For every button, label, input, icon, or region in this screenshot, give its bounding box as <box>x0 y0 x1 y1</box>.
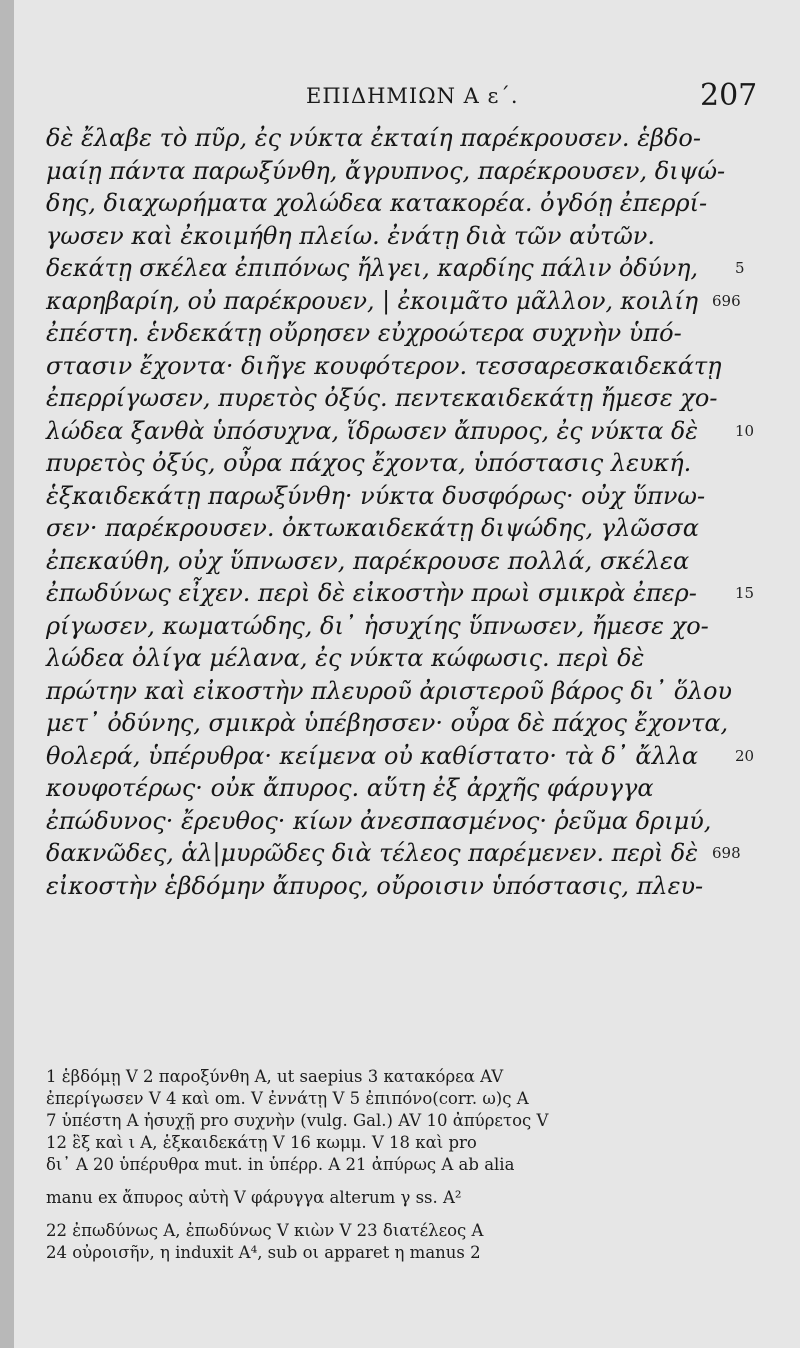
text-line <box>46 382 737 415</box>
text-line <box>46 122 737 155</box>
critical-apparatus <box>46 1066 548 1264</box>
running-title: ΕΠΙΔΗΜΙΩΝ Α ε΄. <box>306 84 519 108</box>
text-line-content: ἐπερρίγωσεν, πυρετὸς ὀξύς. πεντεκαιδεκάτῃ ἤμεσε χο- <box>46 384 718 412</box>
text-line <box>46 545 737 578</box>
text-line-content: δὲ ἔλαβε τὸ πῦρ, ἐς νύκτα ἐκταίη παρέκρουσεν. ἑβδο- <box>46 124 701 152</box>
text-line <box>46 480 737 513</box>
text-line <box>46 740 755 773</box>
text-line <box>46 155 737 188</box>
text-line-content: στασιν ἔχοντα· διῆγε κουφότερον. τεσσαρεσκαιδεκάτῃ <box>46 351 722 380</box>
text-line-content: θολερά, ὑπέρυθρα· κείμενα οὐ καθίστατο· τὰ δ᾽ ἄλλα <box>46 741 698 770</box>
text-line <box>46 707 737 740</box>
text-line-content: πρώτην καὶ εἰκοστὴν πλευροῦ ἀριστεροῦ βάρος δι᾽ ὅλου <box>46 676 732 705</box>
text-line <box>46 675 737 708</box>
text-line <box>46 577 755 610</box>
apparatus-line: 7 ὑπέστη A ἡσυχῇ pro συχνὴν (vulg. Gal.) AV 10 ἀπύρετος V <box>46 1111 549 1130</box>
text-line-content: εἰκοστὴν ἑβδόμην ἄπυρος, οὔροισιν ὑπόστασις, πλευ- <box>46 871 704 900</box>
margin-line-number: 5 <box>735 259 745 277</box>
text-line <box>46 870 737 903</box>
text-line <box>46 642 737 675</box>
text-line <box>46 447 737 480</box>
main-text <box>46 122 755 902</box>
text-line <box>46 772 737 805</box>
text-line <box>46 187 737 220</box>
text-line-content: ἐπωδύνως εἶχεν. περὶ δὲ εἰκοστὴν πρωὶ σμικρὰ ἐπερ- <box>46 579 697 607</box>
text-line-content: λώδεα ξανθὰ ὑπόσυχνα, ἵδρωσεν ἄπυρος, ἐς νύκτα δὲ <box>46 416 699 445</box>
text-line-content: ἐπέστη. ἑνδεκάτῃ οὔρησεν εὐχροώτερα συχνὴν ὑπό- <box>46 319 682 347</box>
text-line-content: ἐπεκαύθη, οὐχ ὕπνωσεν, παρέκρουσε πολλά, σκέλεα <box>46 546 690 575</box>
text-line-content: ρίγωσεν, κωματώδης, δι᾽ ἡσυχίης ὕπνωσεν, ἤμεσε χο- <box>46 611 709 640</box>
text-line-content: μαίῃ πάντα παρωξύνθη, ἄγρυπνος, παρέκρουσεν, διψώ- <box>46 156 726 185</box>
text-line-content: δακνῶδες, ἁλ|μυρῶδες διὰ τέλεος παρέμενεν. περὶ δὲ <box>46 839 698 867</box>
text-line <box>46 512 737 545</box>
text-line <box>46 220 737 253</box>
text-line <box>46 805 737 838</box>
text-line-content: γωσεν καὶ ἐκοιμήθη πλείω. ἐνάτῃ διὰ τῶν αὐτῶν. <box>46 221 655 250</box>
apparatus-line: 1 ἑβδόμῃ V 2 παροξύνθη A, ut saepius 3 κατακόρεα AV <box>46 1067 504 1086</box>
text-line-content: λώδεα ὀλίγα μέλανα, ἐς νύκτα κώφωσις. περὶ δὲ <box>46 644 645 672</box>
apparatus-line: 24 οὐροισῆν, η induxit A⁴, sub οι apparet η manus 2 <box>46 1243 481 1262</box>
page-gutter-shadow <box>0 0 14 1348</box>
page-header <box>0 78 800 118</box>
text-line <box>46 350 737 383</box>
text-line-content: δεκάτῃ σκέλεα ἐπιπόνως ἤλγει, καρδίης πάλιν ὀδύνη, <box>46 254 699 282</box>
margin-line-number: 20 <box>735 746 755 765</box>
text-line <box>46 610 737 643</box>
margin-line-number: 698 <box>712 844 741 862</box>
text-line <box>46 285 741 318</box>
page-number: 207 <box>700 78 758 113</box>
apparatus-line: δι᾽ A 20 ὑπέρυθρα mut. in ὑπέρρ. A 21 ἀπύρως A ab alia <box>46 1155 515 1174</box>
text-line-content: δης, διαχωρήματα χολώδεα κατακορέα. ὀγδόῃ ἐπερρί- <box>46 189 708 217</box>
text-line <box>46 837 741 870</box>
apparatus-line: 22 ἐπωδύνως A, ἐπωδύνως V κιὼν V 23 διατέλεος A <box>46 1221 484 1240</box>
margin-line-number: 10 <box>735 421 755 440</box>
apparatus-line: ἐπερίγωσεν V 4 καὶ om. V ἐννάτῃ V 5 ἐπιπόνο(corr. ω)ς A <box>46 1089 529 1108</box>
apparatus-line: manu ex ἄπυρος αὐτὴ V φάρυγγα alterum γ ss. A² <box>46 1188 462 1207</box>
text-line-content: καρηβαρίη, οὐ παρέκρουεν, | ἐκοιμᾶτο μᾶλλον, κοιλίη <box>46 286 699 315</box>
apparatus-line: 12 ἓξ καὶ ι A, ἑξκαιδεκάτῃ V 16 κωμμ. V 18 καὶ pro <box>46 1133 477 1152</box>
text-line-content: ἐπώδυνος· ἔρευθος· κίων ἀνεσπασμένος· ῥεῦμα δριμύ, <box>46 806 712 835</box>
text-line-content: κουφοτέρως· οὐκ ἄπυρος. αὕτη ἐξ ἀρχῆς φάρυγγα <box>46 774 654 802</box>
text-line-content: ἑξκαιδεκάτῃ παρωξύνθη· νύκτα δυσφόρως· οὐχ ὕπνω- <box>46 481 706 510</box>
text-line-content: μετ᾽ ὀδύνης, σμικρὰ ὑπέβησσεν· οὖρα δὲ πάχος ἔχοντα, <box>46 709 729 737</box>
text-line <box>46 415 755 448</box>
text-line <box>46 317 737 350</box>
text-line-content: σεν· παρέκρουσεν. ὀκτωκαιδεκάτῃ διψώδης, γλῶσσα <box>46 514 699 542</box>
margin-line-number: 696 <box>712 291 741 310</box>
margin-line-number: 15 <box>735 584 755 602</box>
text-line <box>46 252 745 285</box>
text-line-content: πυρετὸς ὀξύς, οὖρα πάχος ἔχοντα, ὑπόστασις λευκή. <box>46 449 692 477</box>
